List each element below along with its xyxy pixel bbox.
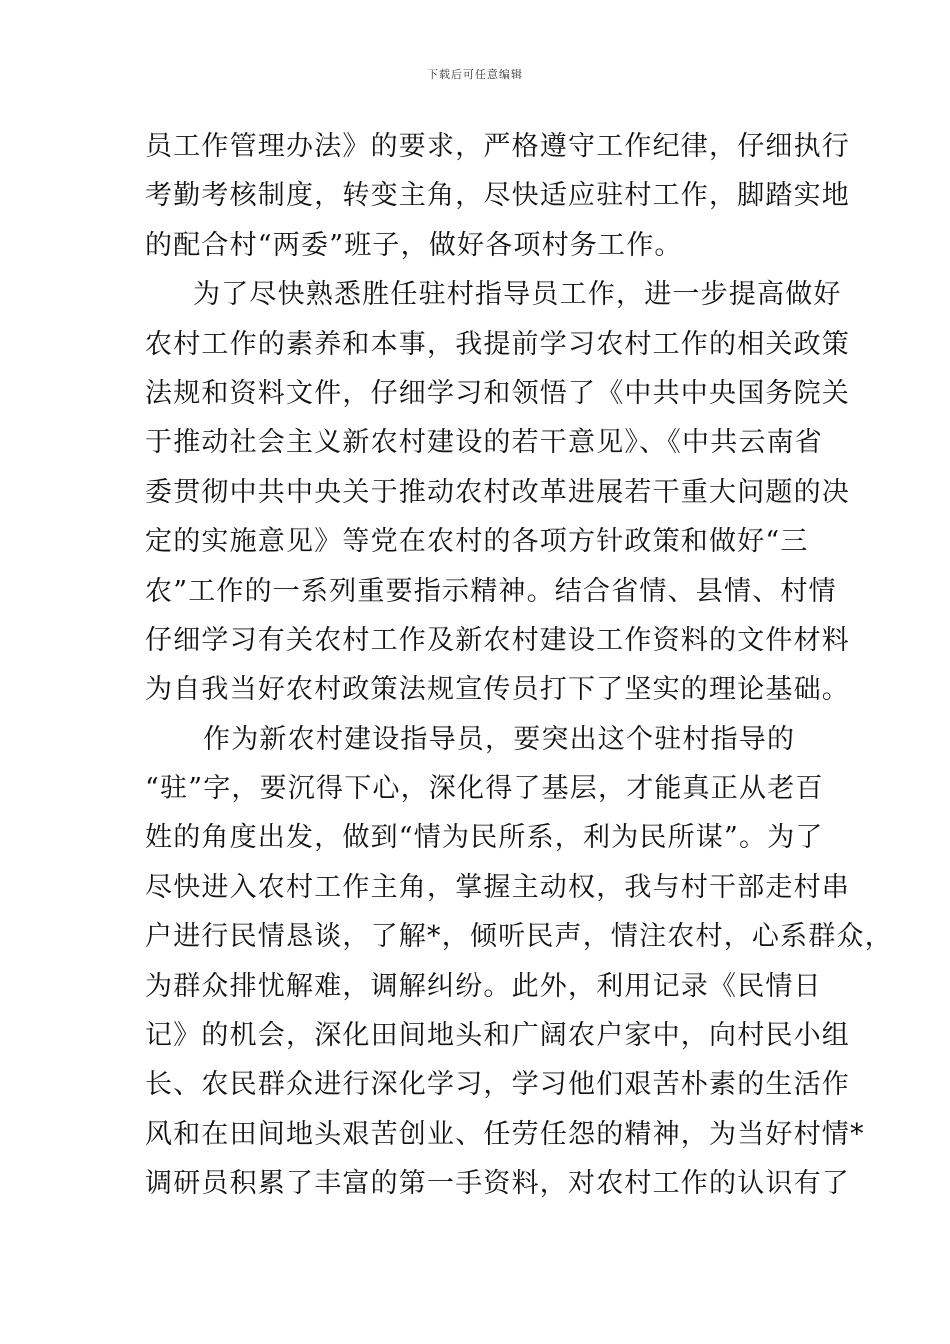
text-line: 农村工作的素养和本事，我提前学习农村工作的相关政策 xyxy=(145,328,850,360)
page-header: 下载后可任意编辑 xyxy=(427,68,523,81)
text-line: 的配合村“两委”班子，做好各项村务工作。 xyxy=(145,229,683,261)
text-line: 记》的机会，深化田间地头和广阔农户家中，向村民小组 xyxy=(145,1020,850,1052)
text-line: 为群众排忧解难，调解纠纷。此外，利用记录《民情日 xyxy=(145,970,822,1002)
paragraph-3 xyxy=(145,715,893,1209)
text-line: “驻”字，要沉得下心，深化得了基层，才能真正从老百 xyxy=(145,773,824,805)
text-line: 法规和资料文件，仔细学习和领悟了《中共中央国务院关 xyxy=(145,377,850,409)
text-line: 农”工作的一系列重要指示精神。结合省情、县情、村情 xyxy=(145,575,837,607)
text-line: 作为新农村建设指导员，要突出这个驻村指导的 xyxy=(203,723,796,755)
text-line: 定的实施意见》等党在农村的各项方针政策和做好“三 xyxy=(145,526,809,558)
text-line: 调研员积累了丰富的第一手资料，对农村工作的认识有了 xyxy=(145,1168,850,1200)
text-line: 风和在田间地头艰苦创业、任劳任怨的精神，为当好村情* xyxy=(145,1118,865,1150)
text-line: 员工作管理办法》的要求，严格遵守工作纪律，仔细执行 xyxy=(145,131,850,162)
text-line: 户进行民情恳谈，了解*，倾听民声，情注农村，心系群众， xyxy=(145,921,893,953)
text-line: 考勤考核制度，转变主角，尽快适应驻村工作，脚踏实地 xyxy=(145,180,850,212)
text-line: 为了尽快熟悉胜任驻村指导员工作，进一步提高做好 xyxy=(193,279,842,311)
paragraph-1 xyxy=(145,122,850,270)
text-line: 尽快进入农村工作主角，掌握主动权，我与村干部走村串 xyxy=(145,871,850,903)
text-line: 长、农民群众进行深化学习，学习他们艰苦朴素的生活作 xyxy=(145,1069,850,1101)
text-line: 为自我当好农村政策法规宣传员打下了坚实的理论基础。 xyxy=(145,674,850,706)
text-line: 姓的角度出发，做到“情为民所系，利为民所谋”。为了 xyxy=(145,822,824,854)
text-line: 仔细学习有关农村工作及新农村建设工作资料的文件材料 xyxy=(145,624,850,656)
paragraph-2 xyxy=(145,270,850,715)
text-line: 于推动社会主义新农村建设的若干意见》、《中共云南省 xyxy=(145,427,823,459)
text-line: 委贯彻中共中央关于推动农村改革进展若干重大问题的决 xyxy=(145,476,850,508)
body-text xyxy=(145,122,893,1209)
